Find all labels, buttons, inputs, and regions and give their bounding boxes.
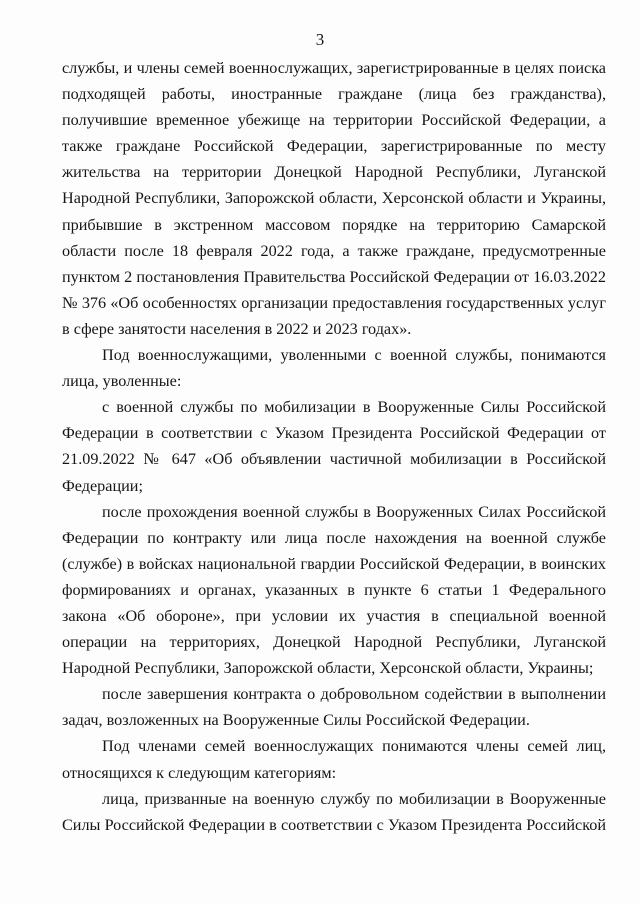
paragraph-voluntary-contract: после завершения контракта о добровольном содействии в выполнении задач, возложенных на Вооруженные Силы Российской Федерации. [62, 685, 606, 730]
document-body [62, 55, 606, 838]
paragraph-contract-service: после прохождения военной службы в Вооруженных Силах Российской Федерации по контракту или лица после нахождения на военной службе (службе) в войсках национальной гвардии Российской Федерации, в воинских формированиях и органах, указанных в пункте 6 статьи 1 Федерального закона «Об обороне», при условии их участия в специальной военной операции на территориях, Донецкой Народной Республики, Луганской Народной Республики, Запорожской области, Херсонской области, Украины; [62, 502, 606, 678]
paragraph-mobilization: с военной службы по мобилизации в Вооруженные Силы Российской Федерации в соответствии с Указом Президента Российской Федерации от 21.09.2022 № 647 «Об объявлении частичной мобилизации в Российской Федерации; [62, 398, 606, 495]
page-number: 3 [315, 30, 325, 49]
paragraph-mobilized-persons: лица, призванные на военную службу по мобилизации в Вооруженные Силы Российской Федерации в соответствии с Указом Президента Российской [62, 789, 606, 834]
paragraph-family-members-definition: Под членами семей военнослужащих понимаются члены семей лиц, относящихся к следующим категориям: [62, 737, 606, 782]
paragraph-continuation: службы, и члены семей военнослужащих, зарегистрированные в целях поиска подходящей работы, иностранные граждане (лица без гражданства), получившие временное убежище на территории Российской Федерации, а также граждане Российской Федерации, зарегистрированные по месту жительства на территории Донецкой Народной Республики, Луганской Народной Республики, Запорожской области, Херсонской области и Украины, прибывшие в экстренном массовом порядке на территорию Самарской области после 18 февраля 2022 года, а также граждане, предусмотренные пунктом 2 постановления Правительства Российской Федерации от 16.03.2022 № 376 «Об особенностях организации предоставления государственных услуг в сфере занятости населения в 2022 и 2023 годах». [62, 59, 606, 338]
paragraph-servicemen-definition: Под военнослужащими, уволенными с военной службы, понимаются лица, уволенные: [62, 346, 606, 391]
